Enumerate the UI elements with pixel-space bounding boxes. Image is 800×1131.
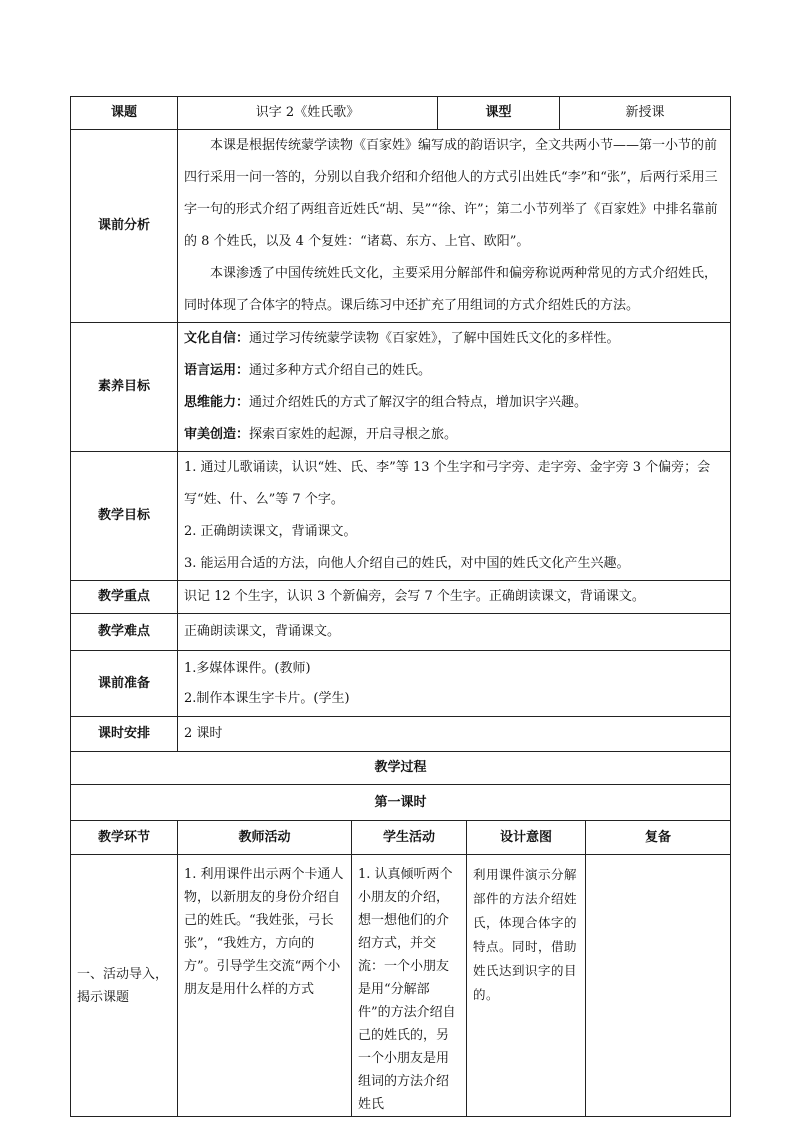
schedule-label: 课时安排 <box>71 717 178 752</box>
goal-item: 2. 正确朗读课文，背诵课文。 <box>184 524 357 539</box>
stage-cell: 一、活动导入，揭示课题 <box>71 855 178 1117</box>
lesson-title: 第一课时 <box>71 785 731 821</box>
preparation-row <box>71 651 731 717</box>
key-points-label: 教学重点 <box>71 581 178 614</box>
goals-label: 教学目标 <box>71 452 178 581</box>
literacy-label: 素养目标 <box>71 323 178 452</box>
preparation-item: 2.制作本课生字卡片。(学生) <box>184 690 350 706</box>
process-row <box>71 855 731 1117</box>
key-points-row <box>71 581 731 614</box>
column-header: 教师活动 <box>178 821 352 855</box>
difficulties-text: 正确朗读课文，背诵课文。 <box>178 614 731 651</box>
lesson-title-row <box>71 785 731 821</box>
literacy-item: 文化自信：通过学习传统蒙学读物《百家姓》，了解中国姓氏文化的多样性。 <box>184 331 620 346</box>
analysis-row <box>71 130 731 323</box>
design-intent-cell: 利用课件演示分解部件的方法介绍姓氏，体现合体字的特点。同时，借助姓氏达到识字的目的。 <box>467 855 586 1117</box>
lesson-plan-table <box>70 96 731 1117</box>
teacher-activity-cell: 1. 利用课件出示两个卡通人物，以新朋友的身份介绍自己的姓氏。“我姓张，弓长张”，“我姓方，方向的方”。引导学生交流“两个小朋友是用什么样的方式 <box>178 855 352 1117</box>
literacy-item: 语言运用：通过多种方式介绍自己的姓氏。 <box>184 363 432 378</box>
process-title: 教学过程 <box>71 752 731 785</box>
column-header: 教学环节 <box>71 821 178 855</box>
analysis-paragraph-2: 本课渗透了中国传统姓氏文化，主要采用分解部件和偏旁称说两种常见的方式介绍姓氏，同时体现了合体字的特点。课后练习中还扩充了用组词的方式介绍姓氏的方法。 <box>184 266 718 313</box>
process-title-row <box>71 752 731 785</box>
schedule-text: 2 课时 <box>178 717 731 752</box>
column-header: 学生活动 <box>352 821 467 855</box>
difficulties-label: 教学难点 <box>71 614 178 651</box>
type-label: 课型 <box>438 97 560 130</box>
goals-content <box>178 452 731 581</box>
schedule-row <box>71 717 731 752</box>
topic-value: 识字 2《姓氏歌》 <box>178 97 438 130</box>
type-value: 新授课 <box>560 97 731 130</box>
literacy-item: 审美创造：探索百家姓的起源，开启寻根之旅。 <box>184 427 458 442</box>
preparation-label: 课前准备 <box>71 651 178 717</box>
literacy-item: 思维能力：通过介绍姓氏的方式了解汉字的组合特点，增加识字兴趣。 <box>184 395 588 410</box>
key-points-text: 识记 12 个生字，认识 3 个新偏旁，会写 7 个生字。正确朗读课文，背诵课文。 <box>178 581 731 614</box>
goal-item: 3. 能运用合适的方法，向他人介绍自己的姓氏，对中国的姓氏文化产生兴趣。 <box>184 556 630 571</box>
topic-label: 课题 <box>71 97 178 130</box>
column-header: 设计意图 <box>467 821 586 855</box>
analysis-content <box>178 130 731 323</box>
review-cell <box>586 855 731 1117</box>
literacy-content <box>178 323 731 452</box>
goal-item: 1. 通过儿歌诵读，认识“姓、氏、李”等 13 个生字和弓字旁、走字旁、金字旁 3 个偏旁；会写“姓、什、么”等 7 个字。 <box>184 460 711 507</box>
student-activity-cell: 1. 认真倾听两个小朋友的介绍，想一想他们的介绍方式，并交流：一个小朋友是用“分解部件”的方法介绍自己的姓氏的，另一个小朋友是用组词的方法介绍姓氏 <box>352 855 467 1117</box>
header-row <box>71 97 731 130</box>
difficulties-row <box>71 614 731 651</box>
analysis-paragraph-1: 本课是根据传统蒙学读物《百家姓》编写成的韵语识字，全文共两小节——第一小节的前四行采用一问一答的，分别以自我介绍和介绍他人的方式引出姓氏“李”和“张”，后两行采用三字一句的形式介绍了两组音近姓氏“胡、吴”“徐、许”；第二小节列举了《百家姓》中排名靠前的 8 个姓氏，以及 4 个复姓：“诸葛、东方、上官、欧阳”。 <box>184 138 718 249</box>
preparation-item: 1.多媒体课件。(教师) <box>184 660 311 676</box>
literacy-row <box>71 323 731 452</box>
analysis-label: 课前分析 <box>71 130 178 323</box>
preparation-content <box>178 651 731 717</box>
goals-row <box>71 452 731 581</box>
process-header-row <box>71 821 731 855</box>
column-header: 复备 <box>586 821 731 855</box>
